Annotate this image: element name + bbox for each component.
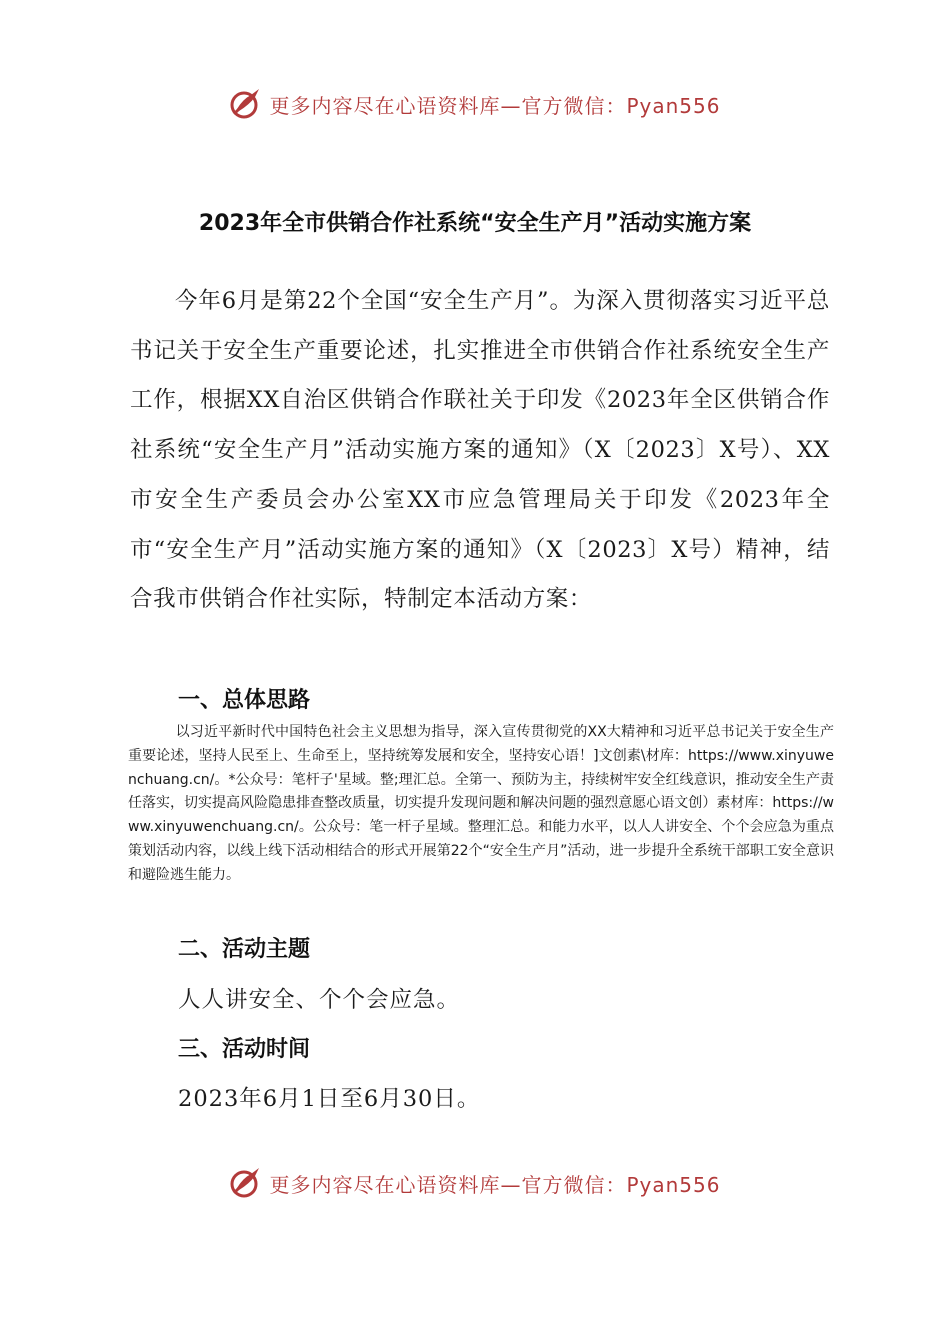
intro-paragraph: 今年6月是第22个全国“安全生产月”。为深入贯彻落实习近平总书记关于安全生产重要论述，扎实推进全市供销合作社系统安全生产工作，根据XX自治区供销合作联社关于印发《2023年全区供销合作社系统“安全生产月”活动实施方案的通知》（X〔2023〕X号）、XX市安全生产委员会办公室XX市应急管理局关于印发《2023年全市“安全生产月”活动实施方案的通知》（X〔2023〕X号）精神，结合我市供销合作社实际，特制定本活动方案：	[130, 288, 830, 613]
section-body-activity-time: 2023年6月1日至6月30日。	[178, 1086, 481, 1112]
watermark-text: 更多内容尽在心语资料库—官方微信：Pyan556	[269, 1172, 721, 1197]
watermark-text: 更多内容尽在心语资料库—官方微信：Pyan556	[269, 93, 721, 118]
section-heading-overall-approach: 一、总体思路	[178, 688, 311, 713]
header-watermark	[0, 84, 950, 124]
section-body-activity-theme: 人人讲安全、个个会应急。	[178, 987, 461, 1013]
brush-pen-logo-icon	[229, 87, 263, 121]
document-title: 2023年全市供销合作社系统“安全生产月”活动实施方案	[198, 211, 752, 236]
section-heading-activity-time: 三、活动时间	[178, 1037, 311, 1062]
footer-watermark	[0, 1163, 950, 1203]
section-body-overall-approach: 以习近平新时代中国特色社会主义思想为指导，深入宣传贯彻党的XX大精神和习近平总书记关于安全生产重要论述，坚持人民至上、生命至上，坚持统筹发展和安全，坚持安心语！]文创素\材库：https://www.xinyuwenchuang.cn/。*公众号：笔杆子'星域。整;理汇总。全第一、预防为主，持续树牢安全红线意识，推动安全生产责任落实，切实提高风险隐患排查整改质量，切实提升发现问题和解决问题的强烈意愿心语文创）素材库：https://www.xinyuwenchuang.cn/。公众号：笔一杆子星域。整理汇总。和能力水平，以人人讲安全、个个会应急为重点策划活动内容，以线上线下活动相结合的形式开展第22个“安全生产月”活动，进一步提升全系统干部职工安全意识和避险逃生能力。	[128, 724, 834, 883]
brush-pen-logo-icon	[229, 1166, 263, 1200]
section-heading-activity-theme: 二、活动主题	[178, 937, 311, 962]
